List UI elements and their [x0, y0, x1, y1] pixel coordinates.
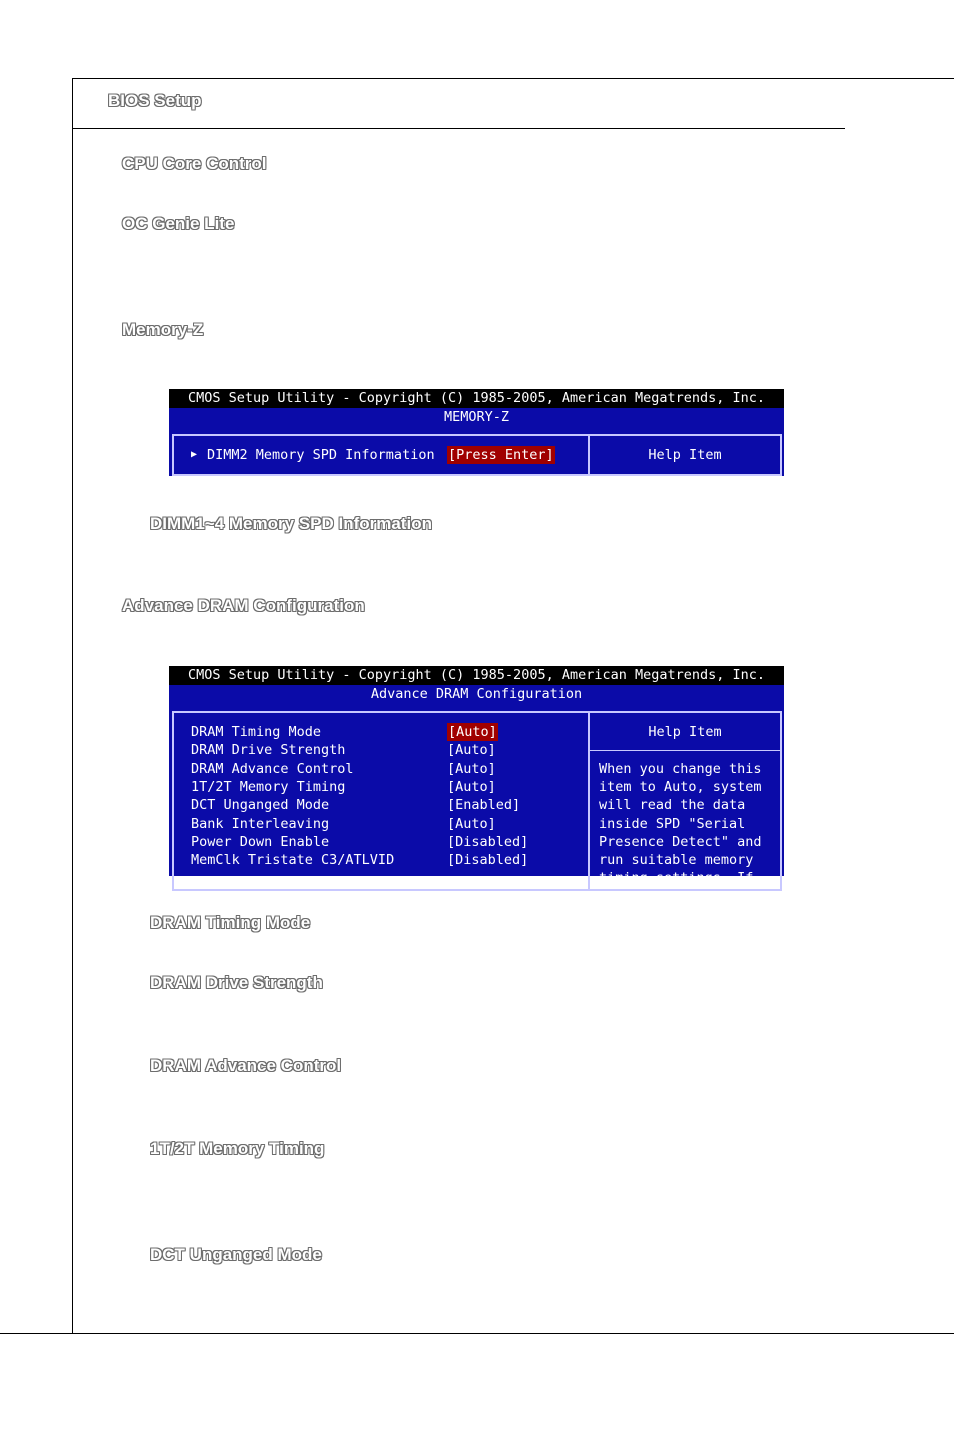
bios-value-dram-timing-mode[interactable]: [Auto]: [448, 724, 497, 740]
bios-value-dct-unganged-mode[interactable]: [Enabled]: [447, 797, 521, 813]
section-oc-genie-lite: OC Genie Lite: [122, 214, 235, 233]
bios-item-dct-unganged-mode[interactable]: DCT Unganged Mode: [191, 797, 330, 813]
bios-value-power-down-enable[interactable]: [Disabled]: [447, 834, 529, 850]
bios-item-dimm2-spd[interactable]: DIMM2 Memory SPD Information: [207, 447, 435, 463]
top-rule: [72, 78, 954, 79]
help-divider: [590, 750, 780, 751]
bios-value-dram-advance-control[interactable]: [Auto]: [447, 761, 496, 777]
section-cpu-core-control: CPU Core Control: [122, 154, 267, 173]
help-text-line: will read the data: [599, 797, 746, 813]
bios-item-dram-timing-mode[interactable]: DRAM Timing Mode: [191, 724, 322, 740]
bios-value-memclk-tristate[interactable]: [Disabled]: [447, 852, 529, 868]
bios-item-1t2t-memory-timing[interactable]: 1T/2T Memory Timing: [191, 779, 346, 795]
help-text-line: inside SPD "Serial: [599, 816, 746, 832]
bottom-rule: [0, 1333, 954, 1334]
section-dct-unganged-mode: DCT Unganged Mode: [150, 1245, 322, 1264]
bios-value-dram-drive-strength[interactable]: [Auto]: [447, 742, 496, 758]
bios-titlebar: CMOS Setup Utility - Copyright (C) 1985-2005, American Megatrends, Inc.: [169, 666, 784, 685]
help-text-line: Presence Detect" and: [599, 834, 762, 850]
bios-value-bank-interleaving[interactable]: [Auto]: [447, 816, 496, 832]
section-dram-drive-strength: DRAM Drive Strength: [150, 973, 323, 992]
bios-item-dram-drive-strength[interactable]: DRAM Drive Strength: [191, 742, 346, 758]
left-rule: [72, 78, 73, 1334]
bios-help-header: Help Item: [648, 447, 722, 463]
section-1t2t-memory-timing: 1T/2T Memory Timing: [150, 1139, 325, 1158]
bios-item-bank-interleaving[interactable]: Bank Interleaving: [191, 816, 330, 832]
section-dram-timing-mode: DRAM Timing Mode: [150, 913, 311, 932]
help-text-line: item to Auto, system: [599, 779, 762, 795]
bios-titlebar: CMOS Setup Utility - Copyright (C) 1985-2005, American Megatrends, Inc.: [169, 389, 784, 408]
bios-value-1t2t-memory-timing[interactable]: [Auto]: [447, 779, 496, 795]
bios-screen-memory-z: [169, 389, 784, 476]
arrow-right-icon: ▶: [191, 449, 198, 460]
bios-screen-advance-dram: [169, 666, 784, 886]
bios-item-dram-advance-control[interactable]: DRAM Advance Control: [191, 761, 354, 777]
bios-item-press-enter[interactable]: [Press Enter]: [448, 447, 554, 463]
section-dimm-spd: DIMM1~4 Memory SPD Information: [150, 514, 432, 533]
bios-subtitle: MEMORY-Z: [169, 408, 784, 426]
section-dram-advance-control: DRAM Advance Control: [150, 1056, 342, 1075]
bios-help-header: Help Item: [648, 724, 722, 740]
section-memory-z: Memory-Z: [122, 320, 204, 339]
bios-item-memclk-tristate[interactable]: MemClk Tristate C3/ATLVID: [191, 852, 395, 868]
help-text-line: timing settings. If: [599, 870, 754, 886]
help-text-line: run suitable memory: [599, 852, 754, 868]
page-header-title: BIOS Setup: [108, 91, 202, 110]
bios-item-power-down-enable[interactable]: Power Down Enable: [191, 834, 330, 850]
help-text-line: When you change this: [599, 761, 762, 777]
bios-subtitle: Advance DRAM Configuration: [169, 685, 784, 703]
section-advance-dram: Advance DRAM Configuration: [122, 596, 365, 615]
header-rule: [72, 128, 845, 129]
